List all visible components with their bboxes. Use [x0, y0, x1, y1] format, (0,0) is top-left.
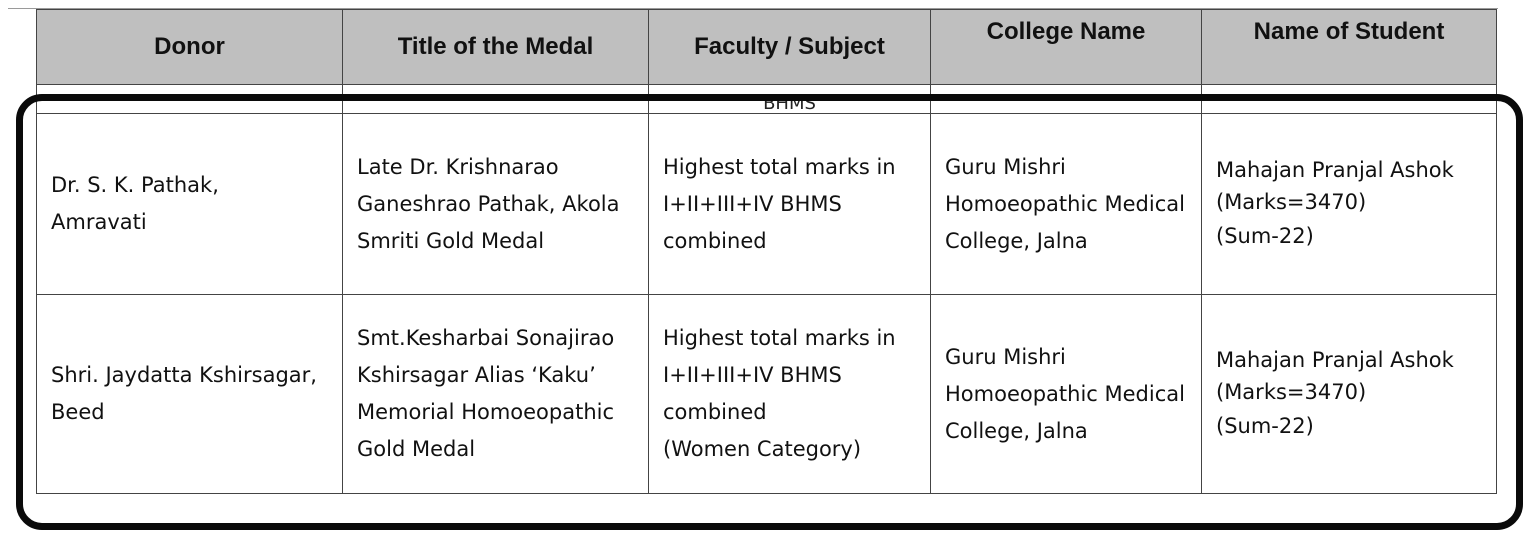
header-college-name: College Name	[931, 10, 1202, 85]
table-row	[37, 114, 1497, 295]
medal-title-line: Gold Medal	[357, 437, 476, 461]
student-marks: (Marks=3470)	[1216, 379, 1367, 404]
donor-cell	[37, 114, 343, 295]
college-cell	[931, 114, 1202, 295]
student-session: (Sum-22)	[1216, 413, 1314, 438]
medal-title-cell	[343, 114, 649, 295]
college-line: Guru Mishri	[945, 154, 1066, 179]
medal-title-line: Smt.Kesharbai Sonajirao	[357, 326, 615, 350]
header-faculty-subject: Faculty / Subject	[649, 10, 931, 85]
medal-table	[36, 9, 1497, 494]
faculty-line: (Women Category)	[663, 437, 862, 461]
student-name: Mahajan Pranjal Ashok	[1216, 347, 1454, 372]
faculty-line: I+II+III+IV BHMS	[663, 363, 842, 387]
header-donor: Donor	[37, 10, 343, 85]
college-cell	[931, 295, 1202, 494]
college-line: Homoeopathic Medical	[945, 191, 1185, 216]
medal-title-line: Smriti Gold Medal	[357, 228, 545, 253]
faculty-cell	[649, 295, 931, 494]
student-cell	[1202, 295, 1497, 494]
faculty-cell	[649, 114, 931, 295]
student-marks: (Marks=3470)	[1216, 189, 1367, 214]
faculty-line: Highest total marks in	[663, 154, 896, 179]
college-line: College, Jalna	[945, 228, 1088, 253]
donor-line: Dr. S. K. Pathak,	[51, 173, 219, 197]
faculty-line: combined	[663, 400, 767, 424]
spacer-cell	[649, 85, 931, 114]
student-session: (Sum-22)	[1216, 223, 1314, 248]
header-row	[37, 10, 1497, 85]
donor-line: Amravati	[51, 210, 147, 234]
spacer-text: BHMS	[763, 93, 816, 114]
spacer-cell	[37, 85, 343, 114]
college-line: Homoeopathic Medical	[945, 381, 1185, 406]
spacer-cell	[931, 85, 1202, 114]
college-line: College, Jalna	[945, 418, 1088, 443]
donor-cell	[37, 295, 343, 494]
student-cell	[1202, 114, 1497, 295]
header-student-name: Name of Student	[1202, 10, 1497, 85]
spacer-row	[37, 85, 1497, 114]
college-line: Guru Mishri	[945, 344, 1066, 369]
header-medal-title: Title of the Medal	[343, 10, 649, 85]
table-row	[37, 295, 1497, 494]
faculty-line: combined	[663, 228, 767, 253]
medal-title-line: Ganeshrao Pathak, Akola	[357, 191, 620, 216]
medal-title-line: Late Dr. Krishnarao	[357, 154, 559, 179]
spacer-cell	[343, 85, 649, 114]
faculty-line: I+II+III+IV BHMS	[663, 191, 842, 216]
spacer-cell	[1202, 85, 1497, 114]
donor-line: Shri. Jaydatta Kshirsagar,	[51, 363, 317, 387]
student-name: Mahajan Pranjal Ashok	[1216, 157, 1454, 182]
medal-title-cell	[343, 295, 649, 494]
medal-title-line: Memorial Homoeopathic	[357, 400, 615, 424]
faculty-line: Highest total marks in	[663, 326, 896, 350]
medal-title-line: Kshirsagar Alias ‘Kaku’	[357, 363, 596, 387]
donor-line: Beed	[51, 400, 105, 424]
